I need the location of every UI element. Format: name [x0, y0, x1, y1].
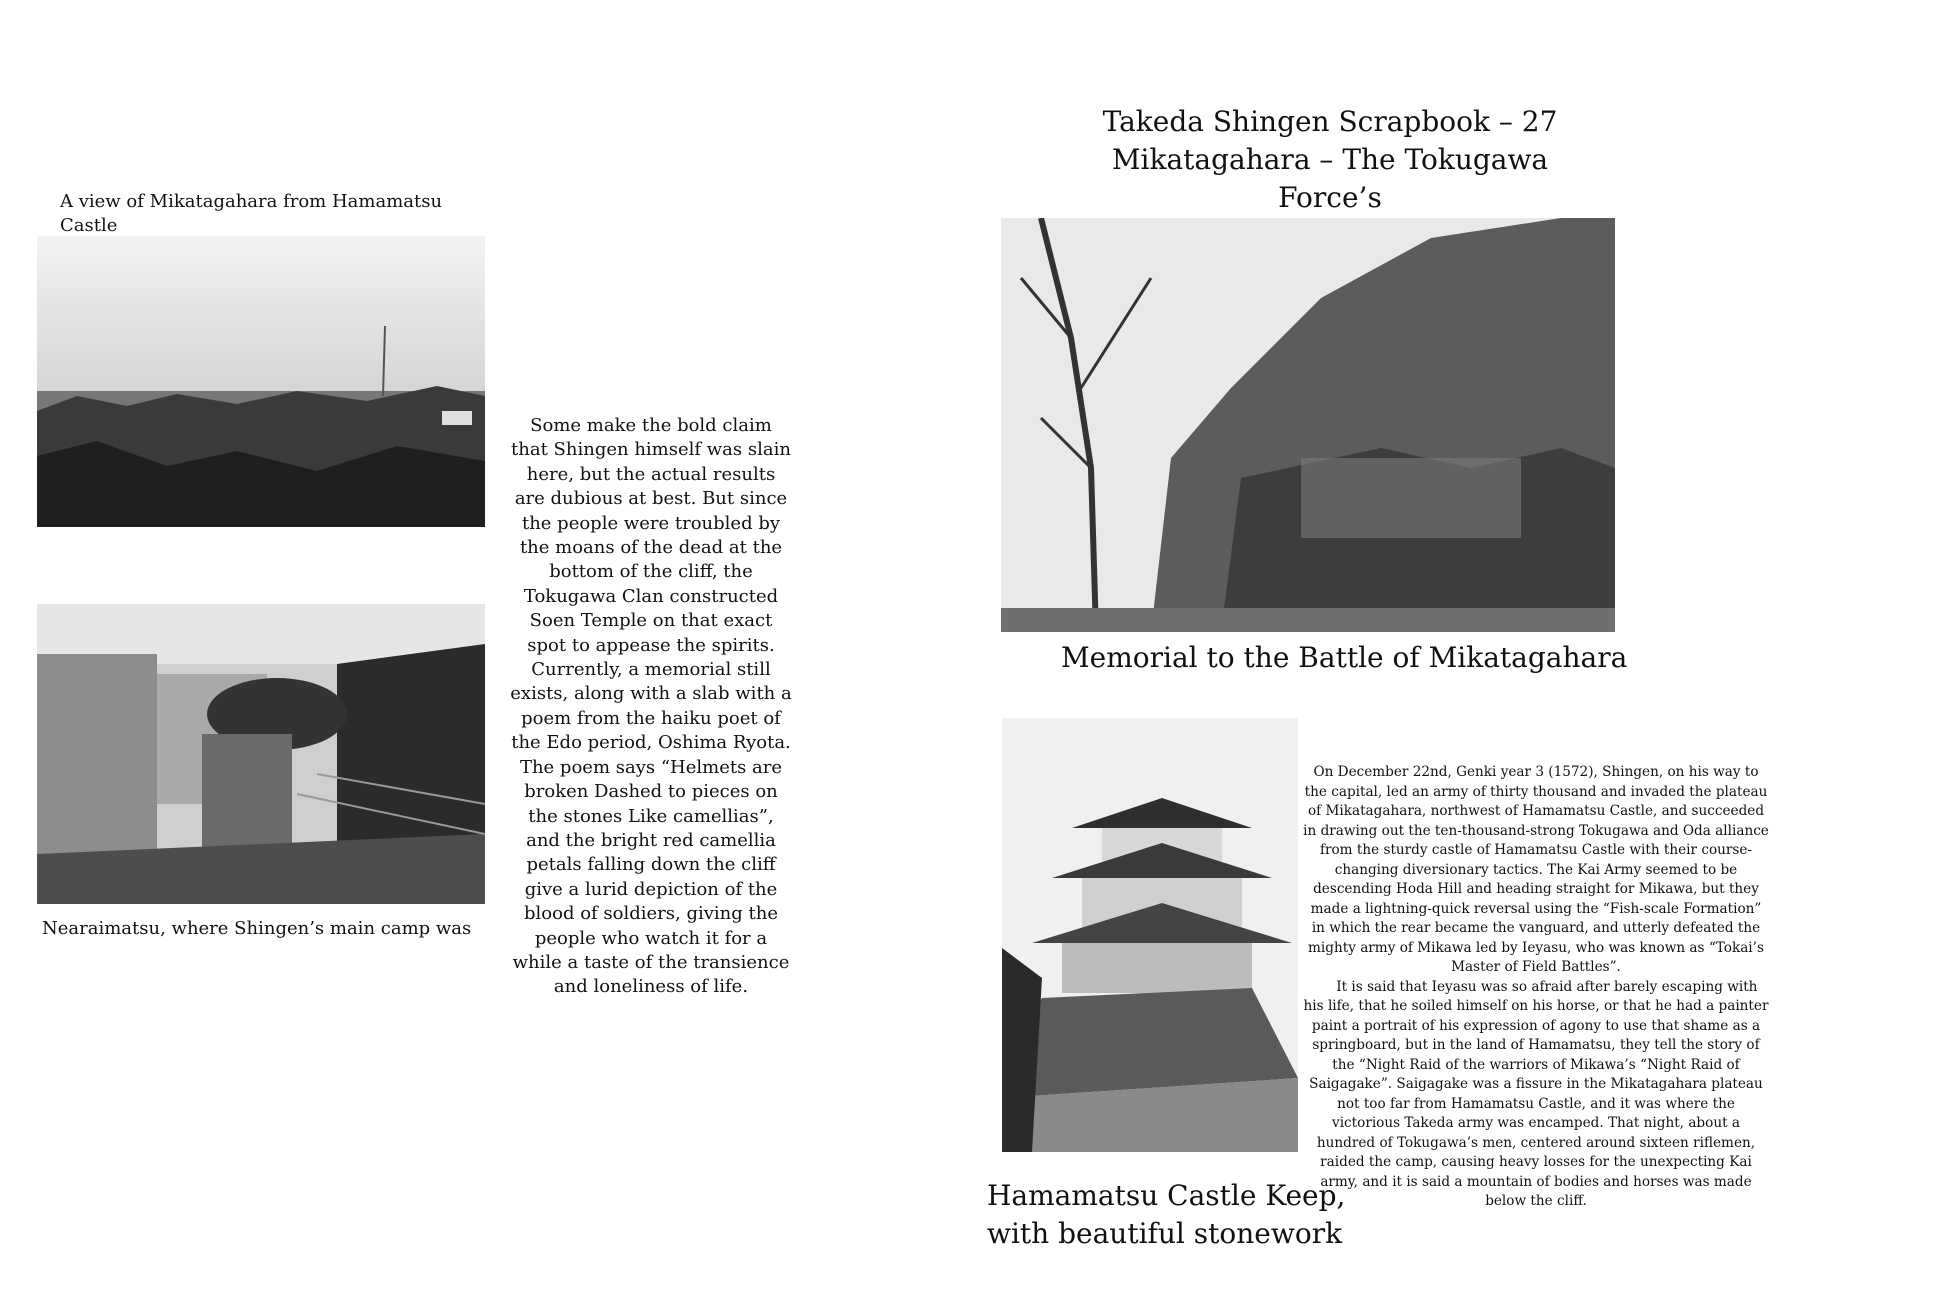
nearaimatsu-photo: [37, 604, 485, 904]
memorial-photo: [1001, 218, 1615, 632]
castle-caption-line-1: Hamamatsu Castle Keep,: [987, 1179, 1346, 1212]
castle-keep-photo: [1002, 718, 1298, 1152]
castle-keep-caption: [987, 1177, 1347, 1253]
right-body-paragraph-1: On December 22nd, Genki year 3 (1572), Shingen, on his way to the capital, led an army of thirty thousand and invaded the plateau of Mikatagahara, northwest of Hamamatsu Castle, and succeeded in drawing out the ten-thousand-strong Tokugawa and Oda alliance from the sturdy castle of Hamamatsu Castle with their course-changing diversionary tactics. The Kai Army seemed to be descending Hoda Hill and heading straight for Mikawa, but they made a lightning-quick reversal using the “Fish-scale Formation” in which the rear became the vanguard, and utterly defeated the mighty army of Mikawa led by Ieyasu, who was known as “Tokai’s Master of Field Battles”.: [1303, 764, 1769, 975]
castle-caption-line-2: with beautiful stonework: [987, 1217, 1343, 1250]
title-line-1: Takeda Shingen Scrapbook – 27: [1102, 105, 1558, 138]
memorial-caption: Memorial to the Battle of Mikatagahara: [1061, 641, 1628, 674]
right-body-text: [1303, 763, 1769, 1212]
nearaimatsu-caption: Nearaimatsu, where Shingen’s main camp was: [42, 918, 472, 939]
title-line-2: Mikatagahara – The Tokugawa Force’s: [1111, 143, 1549, 214]
mikatagahara-view-photo: [37, 236, 485, 527]
right-body-paragraph-2: It is said that Ieyasu was so afraid after barely escaping with his life, that he soiled himself on his horse, or that he had a painter paint a portrait of his expression of agony to use that shame as a springboard, but in the land of Hamamatsu, they tell the story of the “Night Raid of the warriors of Mikawa’s “Night Raid of Saigagake”. Saigagake was a fissure in the Mikatagahara plateau not too far from Hamamatsu Castle, and it was where the victorious Takeda army was encamped. That night, about a hundred of Tokugawa’s men, centered around sixteen riflemen, raided the camp, causing heavy losses for the unexpecting Kai army, and it is said a mountain of bodies and horses was made below the cliff.: [1303, 978, 1769, 1209]
left-body-text: Some make the bold claim that Shingen himself was slain here, but the actual results are dubious at best. But since the people were troubled by the moans of the dead at the bottom of the cliff, the Tokugawa Clan constructed Soen Temple on that exact spot to appease the spirits. Currently, a memorial still exists, along with a slab with a poem from the haiku poet of the Edo period, Oshima Ryota. The poem says “Helmets are broken Dashed to pieces on the stones Like camellias”, and the bright red camellia petals falling down the cliff give a lurid depiction of the blood of soldiers, giving the people who watch it for a while a taste of the transience and loneliness of life.: [510, 415, 792, 998]
view-caption: A view of Mikatagahara from Hamamatsu Castle: [60, 191, 443, 236]
